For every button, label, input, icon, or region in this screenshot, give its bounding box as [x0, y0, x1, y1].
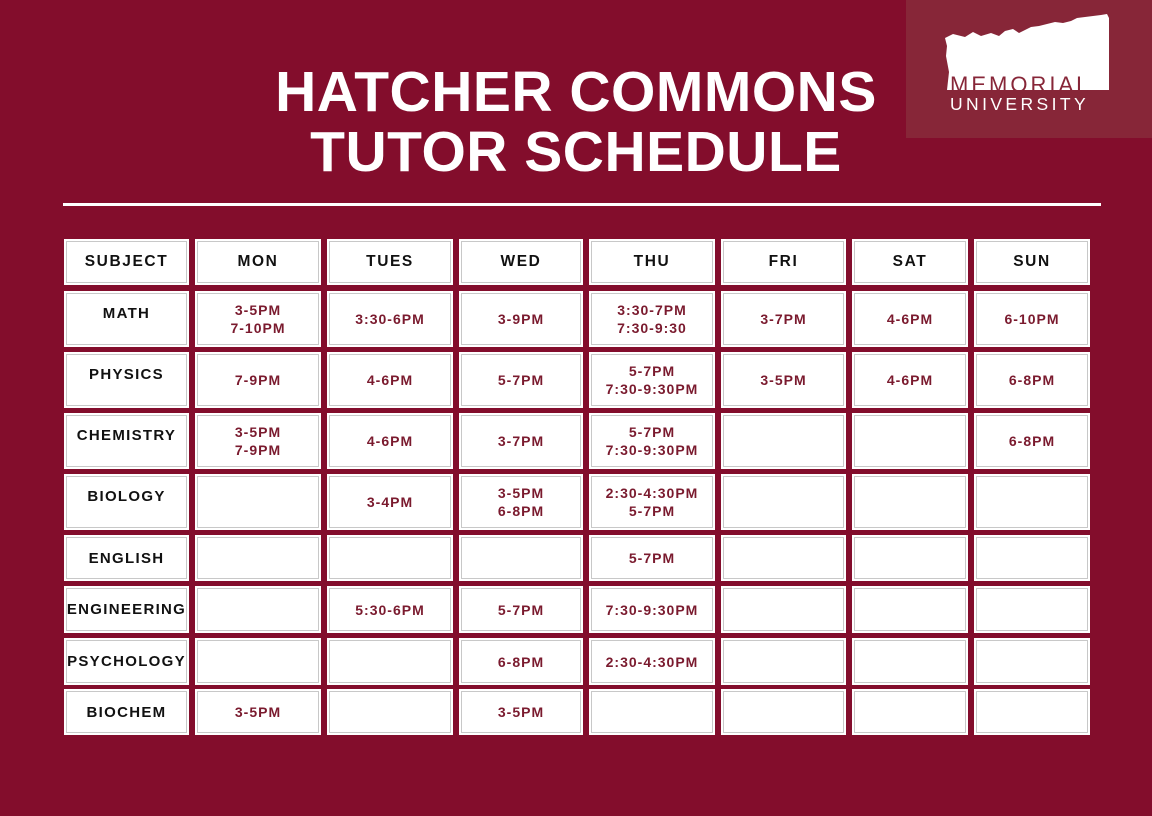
- time-cell: [721, 689, 846, 735]
- page-title: [200, 62, 952, 182]
- time-slot: 6-8PM: [1008, 433, 1056, 449]
- subject-label: MATH: [102, 305, 151, 322]
- subject-label: PSYCHOLOGY: [67, 653, 186, 670]
- time-slot: 7:30-9:30PM: [605, 381, 699, 397]
- time-cell: [589, 586, 715, 633]
- time-slot: 4-6PM: [366, 372, 414, 388]
- time-cell: [974, 586, 1090, 633]
- time-cell: [721, 535, 846, 581]
- time-slot: 6-8PM: [497, 653, 545, 670]
- time-cell: [327, 586, 453, 633]
- subject-cell: [64, 535, 189, 581]
- time-cell: [327, 413, 453, 469]
- header-label: SAT: [892, 253, 928, 270]
- header-cell-tues: [327, 239, 453, 285]
- time-slot: 4-6PM: [886, 372, 934, 388]
- time-cell: [459, 474, 583, 530]
- time-slot: 2:30-4:30PM: [605, 485, 699, 501]
- header-cell-fri: [721, 239, 846, 285]
- time-cell: [327, 291, 453, 347]
- time-slot: 5-7PM: [628, 503, 676, 519]
- time-cell: [327, 689, 453, 735]
- time-cell: [459, 586, 583, 633]
- time-slot: 6-8PM: [497, 503, 545, 519]
- subject-cell: [64, 638, 189, 685]
- time-cell: [459, 638, 583, 685]
- time-cell: [589, 352, 715, 408]
- header-cell-subject: [64, 239, 189, 285]
- time-cell: [589, 689, 715, 735]
- time-cell: [974, 689, 1090, 735]
- time-cell: [195, 474, 321, 530]
- header-label: TUES: [366, 253, 414, 270]
- time-cell: [589, 535, 715, 581]
- time-cell: [852, 352, 968, 408]
- time-cell: [195, 535, 321, 581]
- time-slot: 3-4PM: [366, 494, 414, 510]
- time-cell: [459, 689, 583, 735]
- time-slot: 5-7PM: [628, 550, 676, 566]
- time-slot: 3-5PM: [234, 424, 282, 440]
- time-cell: [974, 638, 1090, 685]
- subject-cell: [64, 352, 189, 408]
- time-cell: [974, 474, 1090, 530]
- subject-cell: [64, 291, 189, 347]
- subject-cell: [64, 413, 189, 469]
- time-cell: [852, 413, 968, 469]
- header-label: MON: [237, 253, 279, 270]
- time-cell: [459, 352, 583, 408]
- time-slot: 7-9PM: [234, 372, 282, 388]
- time-cell: [195, 413, 321, 469]
- time-slot: 7:30-9:30PM: [605, 442, 699, 458]
- subject-cell: [64, 586, 189, 633]
- time-cell: [459, 291, 583, 347]
- subject-cell: [64, 474, 189, 530]
- time-cell: [459, 413, 583, 469]
- title-divider: [63, 203, 1101, 206]
- subject-label: ENGINEERING: [66, 601, 187, 618]
- time-cell: [195, 638, 321, 685]
- time-cell: [721, 413, 846, 469]
- time-slot: 6-10PM: [1004, 311, 1060, 327]
- time-slot: 3-5PM: [760, 372, 807, 388]
- time-slot: 3-7PM: [760, 311, 807, 327]
- time-cell: [974, 352, 1090, 408]
- time-slot: 3-5PM: [234, 704, 282, 720]
- time-slot: 4-6PM: [366, 433, 414, 449]
- header-label: FRI: [768, 253, 799, 270]
- time-cell: [195, 689, 321, 735]
- logo-line-university: UNIVERSITY: [950, 94, 1090, 114]
- time-slot: 3-7PM: [497, 433, 545, 449]
- subject-label: ENGLISH: [88, 549, 165, 567]
- time-cell: [974, 413, 1090, 469]
- logo-wordmark: [950, 74, 1110, 114]
- header-cell-sat: [852, 239, 968, 285]
- time-cell: [589, 638, 715, 685]
- logo-line-memorial: MEMORIAL: [950, 72, 1092, 97]
- time-cell: [852, 474, 968, 530]
- time-cell: [852, 586, 968, 633]
- time-slot: 7:30-9:30PM: [605, 601, 699, 618]
- time-cell: [852, 689, 968, 735]
- time-cell: [327, 638, 453, 685]
- header-cell-mon: [195, 239, 321, 285]
- time-cell: [327, 535, 453, 581]
- header-label: SUBJECT: [84, 253, 169, 270]
- time-cell: [589, 413, 715, 469]
- header-label: THU: [633, 253, 671, 270]
- time-cell: [721, 638, 846, 685]
- time-slot: 5:30-6PM: [355, 601, 425, 618]
- time-slot: 7:30-9:30: [617, 320, 687, 336]
- subject-label: CHEMISTRY: [76, 427, 177, 444]
- time-cell: [852, 291, 968, 347]
- subject-cell: [64, 689, 189, 735]
- time-slot: 7-9PM: [234, 442, 282, 458]
- time-cell: [195, 586, 321, 633]
- header-label: WED: [500, 253, 542, 270]
- header-cell-wed: [459, 239, 583, 285]
- time-cell: [589, 474, 715, 530]
- time-slot: 5-7PM: [497, 601, 545, 618]
- time-cell: [721, 291, 846, 347]
- time-slot: 4-6PM: [886, 311, 934, 327]
- title-line-1: HATCHER COMMONS: [275, 60, 877, 124]
- time-slot: 3-9PM: [497, 311, 545, 327]
- time-cell: [974, 535, 1090, 581]
- time-cell: [589, 291, 715, 347]
- time-slot: 2:30-4:30PM: [605, 653, 699, 670]
- header-label: SUN: [1013, 253, 1051, 270]
- time-slot: 6-8PM: [1008, 372, 1056, 388]
- subject-label: BIOCHEM: [86, 703, 167, 721]
- header-cell-sun: [974, 239, 1090, 285]
- time-cell: [459, 535, 583, 581]
- time-cell: [327, 474, 453, 530]
- time-slot: 3-5PM: [497, 485, 545, 501]
- time-slot: 3:30-7PM: [617, 302, 687, 318]
- header-cell-thu: [589, 239, 715, 285]
- time-cell: [195, 291, 321, 347]
- time-slot: 3:30-6PM: [355, 311, 425, 327]
- time-slot: 7-10PM: [230, 320, 286, 336]
- time-slot: 3-5PM: [234, 302, 282, 318]
- time-slot: 5-7PM: [628, 363, 676, 379]
- subject-label: BIOLOGY: [87, 488, 166, 505]
- time-cell: [721, 586, 846, 633]
- title-line-2: TUTOR SCHEDULE: [310, 120, 842, 184]
- time-cell: [852, 638, 968, 685]
- time-cell: [974, 291, 1090, 347]
- time-slot: 3-5PM: [497, 704, 545, 720]
- time-cell: [195, 352, 321, 408]
- subject-label: PHYSICS: [89, 366, 164, 383]
- time-slot: 5-7PM: [628, 424, 676, 440]
- time-cell: [852, 535, 968, 581]
- time-cell: [327, 352, 453, 408]
- time-cell: [721, 474, 846, 530]
- time-cell: [721, 352, 846, 408]
- time-slot: 5-7PM: [497, 372, 545, 388]
